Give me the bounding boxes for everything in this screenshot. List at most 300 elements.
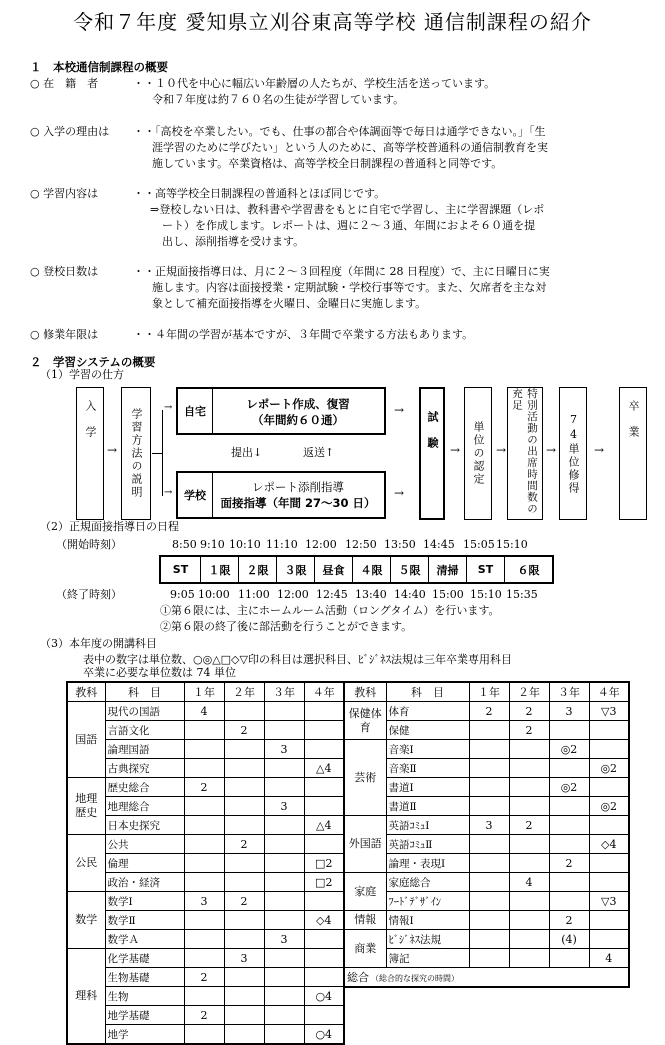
credit-value (224, 702, 264, 721)
table-row (344, 740, 629, 759)
subject-name: 地学基礎 (105, 1006, 184, 1025)
credit-value (264, 721, 304, 740)
credit-value: ▽3 (589, 892, 629, 911)
end-time: 15:10 (470, 588, 502, 601)
subject-name: 政治・経済 (105, 873, 184, 892)
item-text: ・・４年間の学習が基本ですが、３年間で卒業する方法もあります。 (133, 328, 474, 341)
start-time: 8:50 (172, 538, 197, 551)
credit-value (589, 816, 629, 835)
subject-name: 歴史総合 (105, 778, 184, 797)
entry-label: 入 学 (84, 400, 97, 439)
credit-value (184, 797, 224, 816)
arrow-icon: → (394, 486, 405, 500)
credit-value (549, 892, 589, 911)
table-row (67, 930, 344, 949)
subject-name: 保健 (386, 721, 469, 740)
credit-value: 2 (509, 702, 549, 721)
credit-value: ◇4 (304, 911, 344, 930)
courses-description: 表中の数字は単位数、○◎△□◇▽印の科目は選択科目、ﾋﾞｼﾞﾈｽ法規は三年卒業専用科目 (83, 653, 512, 666)
subject-name: 日本史探究 (105, 816, 184, 835)
credit-value (184, 835, 224, 854)
credit-value (469, 740, 509, 759)
page-title: 令和７年度 愛知県立刈谷東高等学校 通信制課程の紹介 (73, 10, 592, 34)
period-cell: ６限 (505, 556, 554, 583)
start-time: 14:45 (423, 538, 455, 551)
credit-value: ◇4 (589, 835, 629, 854)
table-header-cell: ３年 (549, 682, 589, 702)
table-row (67, 835, 344, 854)
start-time: 15:10 (496, 538, 528, 551)
credit-value: △4 (304, 759, 344, 778)
credit-value (589, 740, 629, 759)
credit-value (549, 759, 589, 778)
credit-value (224, 797, 264, 816)
credit-value (184, 721, 224, 740)
table-header-row (344, 682, 629, 702)
credit-value: 2 (509, 721, 549, 740)
school-label: 学校 (178, 473, 213, 517)
credit-value (264, 873, 304, 892)
credit-value (509, 835, 549, 854)
credit-value: 2 (224, 721, 264, 740)
credit-value: 4 (589, 949, 629, 968)
credit-value: 3 (549, 702, 589, 721)
credit-label: 単位の認定 (472, 421, 485, 486)
table-header-cell: ４年 (304, 682, 344, 702)
credit-value (469, 778, 509, 797)
end-time: 11:00 (238, 588, 270, 601)
credit-value (304, 949, 344, 968)
subject-group: 公民 (67, 835, 105, 892)
graduate-label: 卒 業 (627, 400, 640, 439)
item-label: ○ 入学の理由は (30, 125, 110, 138)
table-row (344, 797, 629, 816)
credit-value: 2 (224, 892, 264, 911)
credit-value (469, 797, 509, 816)
credit-value (304, 740, 344, 759)
credit-value: □2 (304, 854, 344, 873)
schedule-note-1: ①第６限には、主にホームルーム活動（ロングタイム）を行います。 (160, 604, 500, 617)
credit-value (589, 721, 629, 740)
credit-value: 4 (184, 702, 224, 721)
subject-group: 国語 (67, 702, 105, 778)
credit-value (184, 854, 224, 873)
table-row (344, 873, 629, 892)
subject-name: 音楽Ⅰ (386, 740, 469, 759)
period-cell: ４限 (353, 556, 391, 583)
credit-value: ○4 (304, 987, 344, 1006)
credit-value (184, 930, 224, 949)
credit-value (509, 854, 549, 873)
end-time: 15:00 (432, 588, 464, 601)
credit-value (589, 930, 629, 949)
credit-value: 3 (264, 930, 304, 949)
item-text: 象として補充面接指導を火曜日、金曜日に実施します。 (152, 297, 427, 310)
credit-value (184, 987, 224, 1006)
credit-value (304, 968, 344, 987)
credit-value (549, 721, 589, 740)
subject-name: 倫理 (105, 854, 184, 873)
school-text-1: レポート添削指導 (252, 480, 344, 494)
subject-name: 数学Ａ (105, 930, 184, 949)
credit-value (184, 759, 224, 778)
credit-value (304, 797, 344, 816)
home-text-1: レポート作成、復習 (246, 397, 350, 411)
credit-value (224, 1006, 264, 1025)
credit-value (264, 1006, 304, 1025)
period-cell: ５限 (391, 556, 429, 583)
credit-value: 3 (184, 892, 224, 911)
credit-value (264, 778, 304, 797)
subject-group: 芸術 (344, 740, 386, 816)
courses-table-left (66, 681, 345, 1045)
table-row (67, 816, 344, 835)
section2-heading: ２ 学習システムの概要 (30, 355, 156, 369)
table-row (344, 892, 629, 911)
credit-value: 3 (264, 740, 304, 759)
subject-group: 理科 (67, 949, 105, 1045)
credit-value (304, 721, 344, 740)
table-row (344, 835, 629, 854)
sub-heading-study-method: （1）学習の仕方 (40, 368, 124, 381)
credit-value (509, 892, 549, 911)
credit-value (224, 873, 264, 892)
credit-value (224, 911, 264, 930)
credit-value (549, 816, 589, 835)
period-cell: 昼食 (315, 556, 353, 583)
start-time: 13:50 (384, 538, 416, 551)
credit-value (589, 911, 629, 930)
item-text: ・・「高校を卒業したい。でも、仕事の都合や体調面等で毎日は通学できない。」「生 (133, 125, 546, 138)
arrow-icon: → (164, 402, 173, 413)
end-time: 14:40 (394, 588, 426, 601)
credit-value: 2 (224, 835, 264, 854)
end-time: 9:05 (170, 588, 195, 601)
credit-value (469, 759, 509, 778)
credit-value: 2 (509, 816, 549, 835)
special-activity-label: 特別活動の出席時間数の充足 (511, 388, 538, 515)
item-label: ○ 在 籍 者 (30, 77, 99, 90)
table-header-cell: 教科 (67, 682, 105, 702)
end-time-label: （終了時刻） (56, 588, 122, 601)
table-header-cell: ３年 (264, 682, 304, 702)
item-text: 令和７年度は約７６０名の生徒が学習しています。 (152, 93, 405, 106)
credit-value: ◎2 (549, 740, 589, 759)
table-row (344, 759, 629, 778)
table-header-row (67, 682, 344, 702)
credit-value: 2 (469, 702, 509, 721)
subject-name: 化学基礎 (105, 949, 184, 968)
item-label: ○ 登校日数は (30, 265, 99, 278)
credit-value (509, 797, 549, 816)
subject-name: 情報Ⅰ (386, 911, 469, 930)
credits74-box (559, 387, 587, 520)
credit-value: △4 (304, 816, 344, 835)
table-header-cell: １年 (184, 682, 224, 702)
start-time: 15:05 (463, 538, 495, 551)
subject-name: 生物基礎 (105, 968, 184, 987)
table-row (344, 949, 629, 968)
table-row (344, 968, 629, 988)
branch-line (162, 410, 163, 496)
credit-value (264, 949, 304, 968)
sogo-cell (344, 968, 629, 988)
credit-value (264, 911, 304, 930)
special-activity-box (507, 387, 543, 520)
table-row (344, 930, 629, 949)
subject-group: 情報 (344, 911, 386, 930)
credit-value: □2 (304, 873, 344, 892)
arrow-icon: → (496, 443, 507, 457)
subject-group: 保健体育 (344, 702, 386, 740)
table-row (67, 721, 344, 740)
credits74-label: 74単位修得 (567, 412, 580, 495)
item-text: 施しています。卒業資格は、高等学校全日制課程の普通科と同等です。 (152, 157, 503, 170)
credit-value (184, 873, 224, 892)
subject-name: 簿記 (386, 949, 469, 968)
table-row (67, 702, 344, 721)
credit-value: 2 (549, 911, 589, 930)
item-text: 涯学習のために学びたい」という人のために、高等学校普通科の通信制教育を実 (152, 141, 548, 154)
credit-value (264, 987, 304, 1006)
arrow-icon: → (394, 403, 405, 417)
credit-value: ▽3 (589, 702, 629, 721)
subject-name: 古典探究 (105, 759, 184, 778)
arrow-icon: → (107, 443, 118, 457)
subject-group: 数学 (67, 892, 105, 949)
credit-value (264, 835, 304, 854)
credit-value (304, 702, 344, 721)
credit-value (224, 930, 264, 949)
subject-group: 外国語 (344, 816, 386, 873)
item-label: ○ 学習内容は (30, 187, 99, 200)
table-row (344, 911, 629, 930)
arrow-icon: → (546, 443, 557, 457)
table-row (67, 1006, 344, 1025)
exam-box (419, 387, 445, 520)
subject-name: 論理国語 (105, 740, 184, 759)
credit-value (264, 702, 304, 721)
explain-label: 学習方法の説明 (130, 408, 143, 499)
home-text-2: （年間約６０通） (252, 413, 344, 427)
table-row (67, 740, 344, 759)
table-row (344, 816, 629, 835)
return-label: 返送↑ (303, 446, 335, 459)
table-header-cell: １年 (469, 682, 509, 702)
start-time: 12:50 (345, 538, 377, 551)
item-text: ⇒登校しない日は、教科書や学習書をもとに自宅で学習し、主に学習課題（レポ (150, 203, 545, 216)
credit-value (509, 740, 549, 759)
credit-value (184, 949, 224, 968)
credit-value (224, 759, 264, 778)
period-table (159, 555, 554, 584)
period-cell: ST (160, 556, 201, 583)
credit-value: 2 (184, 1006, 224, 1025)
table-header-cell: ２年 (224, 682, 264, 702)
credit-value (224, 854, 264, 873)
school-text-2: 面接指導（年間 27～30 日） (220, 496, 376, 510)
credit-value (264, 759, 304, 778)
credit-value: 2 (549, 854, 589, 873)
period-cell: 清掃 (429, 556, 467, 583)
credit-value (549, 797, 589, 816)
credit-value (184, 911, 224, 930)
subject-name: ﾌｰﾄﾞﾃﾞｻﾞｲﾝ (386, 892, 469, 911)
subject-group: 商業 (344, 930, 386, 968)
home-box (176, 387, 386, 435)
table-header-cell: 科 目 (386, 682, 469, 702)
credit-value (304, 892, 344, 911)
table-header-cell: ２年 (509, 682, 549, 702)
credit-value: 3 (264, 797, 304, 816)
credit-value: 3 (469, 816, 509, 835)
credit-value (509, 759, 549, 778)
start-time: 9:10 (200, 538, 225, 551)
credit-value (509, 911, 549, 930)
credit-value (224, 968, 264, 987)
subject-name: 数学Ⅱ (105, 911, 184, 930)
table-row (344, 778, 629, 797)
table-row (67, 797, 344, 816)
sogo-sub: （総合的な探究の時間） (371, 974, 459, 983)
table-header-cell: 科 目 (105, 682, 184, 702)
table-row (67, 968, 344, 987)
subject-name: ﾋﾞｼﾞﾈｽ法規 (386, 930, 469, 949)
credit-value (304, 835, 344, 854)
sub-heading-schedule: （2）正規面接指導日の日程 (40, 520, 179, 533)
credit-value (469, 835, 509, 854)
end-time: 12:45 (316, 588, 348, 601)
table-row (67, 854, 344, 873)
credit-value (184, 1025, 224, 1045)
entry-box (76, 387, 104, 520)
credit-value (304, 778, 344, 797)
subject-name: 書道Ⅱ (386, 797, 469, 816)
table-header-cell: 教科 (344, 682, 386, 702)
credit-value (264, 1025, 304, 1045)
table-row (67, 987, 344, 1006)
sub-heading-courses: （3）本年度の開講科目 (40, 637, 157, 650)
credit-value (469, 721, 509, 740)
submit-label: 提出↓ (231, 446, 263, 459)
table-header-cell: ４年 (589, 682, 629, 702)
credit-value (224, 816, 264, 835)
credit-value: ◎2 (549, 778, 589, 797)
graduate-box (619, 387, 647, 520)
credit-value: ○4 (304, 1025, 344, 1045)
credit-value (509, 949, 549, 968)
credit-value (469, 930, 509, 949)
credit-value (589, 854, 629, 873)
period-cell: １限 (201, 556, 239, 583)
credit-value (469, 911, 509, 930)
end-time: 13:40 (355, 588, 387, 601)
subject-name: 数学Ⅰ (105, 892, 184, 911)
table-row (67, 1025, 344, 1045)
start-time: 11:10 (266, 538, 298, 551)
item-text: 出し、添削指導を受けます。 (162, 235, 305, 248)
item-label: ○ 修業年限は (30, 328, 99, 341)
credit-value: (4) (549, 930, 589, 949)
table-row (67, 778, 344, 797)
schedule-note-2: ②第６限の終了後に部活動を行うことができます。 (160, 620, 413, 633)
subject-group: 家庭 (344, 873, 386, 911)
credit-value (509, 930, 549, 949)
period-cell: ３限 (277, 556, 315, 583)
credit-value: 3 (224, 949, 264, 968)
item-text: ・・１０代を中心に幅広い年齢層の人たちが、学校生活を送っています。 (133, 77, 496, 90)
credit-value (184, 740, 224, 759)
credit-value (304, 930, 344, 949)
subject-name: 言語文化 (105, 721, 184, 740)
start-time: 10:10 (229, 538, 261, 551)
credit-value (469, 854, 509, 873)
credit-value: 2 (184, 968, 224, 987)
credit-value (264, 854, 304, 873)
table-row (344, 702, 629, 721)
credit-value (549, 873, 589, 892)
subject-name: 公共 (105, 835, 184, 854)
explain-box (121, 387, 151, 520)
start-time-label: （開始時刻） (56, 538, 122, 551)
sogo-label: 総合 (347, 971, 369, 984)
credit-value: 2 (184, 778, 224, 797)
table-row (67, 759, 344, 778)
credit-box (464, 387, 492, 520)
subject-name: 論理・表現Ⅰ (386, 854, 469, 873)
end-time: 10:00 (198, 588, 230, 601)
subject-name: 英語ｺﾐｭⅠ (386, 816, 469, 835)
subject-name: 生物 (105, 987, 184, 1006)
section1-heading: １ 本校通信制課程の概要 (30, 60, 168, 74)
courses-table-right (343, 681, 630, 988)
table-row (67, 949, 344, 968)
credit-value (264, 892, 304, 911)
credit-value: ◎2 (589, 759, 629, 778)
credit-value (589, 778, 629, 797)
period-cell: ２限 (239, 556, 277, 583)
item-text: 施します。内容は面接授業・定期試験・学校行事等です。また、欠席者を主な対 (152, 281, 547, 294)
item-text: ート）を作成します。レポートは、週に２～３通、年間におよそ６０通を提 (162, 219, 536, 232)
item-text: ・・正規面接指導日は、月に２～３回程度（年間に 28 日程度）で、主に日曜日に実 (133, 265, 550, 278)
subject-name: 地理総合 (105, 797, 184, 816)
credit-value (304, 1006, 344, 1025)
credit-value (549, 949, 589, 968)
credit-value (589, 873, 629, 892)
table-row (67, 892, 344, 911)
end-time: 12:00 (277, 588, 309, 601)
subject-name: 家庭総合 (386, 873, 469, 892)
subject-name: 書道Ⅰ (386, 778, 469, 797)
subject-group: 地理歴史 (67, 778, 105, 835)
subject-name: 音楽Ⅱ (386, 759, 469, 778)
branch-line (152, 453, 162, 454)
credit-value (469, 873, 509, 892)
arrow-icon: → (164, 487, 173, 498)
credit-value (224, 987, 264, 1006)
subject-name: 地学 (105, 1025, 184, 1045)
credit-value (549, 835, 589, 854)
subject-name: 英語ｺﾐｭⅡ (386, 835, 469, 854)
period-cell: ST (467, 556, 505, 583)
arrow-icon: → (450, 443, 461, 457)
arrow-icon: → (594, 443, 605, 457)
credit-value (224, 1025, 264, 1045)
end-time: 15:35 (506, 588, 538, 601)
credit-value (264, 816, 304, 835)
table-row (67, 873, 344, 892)
credit-value (509, 778, 549, 797)
